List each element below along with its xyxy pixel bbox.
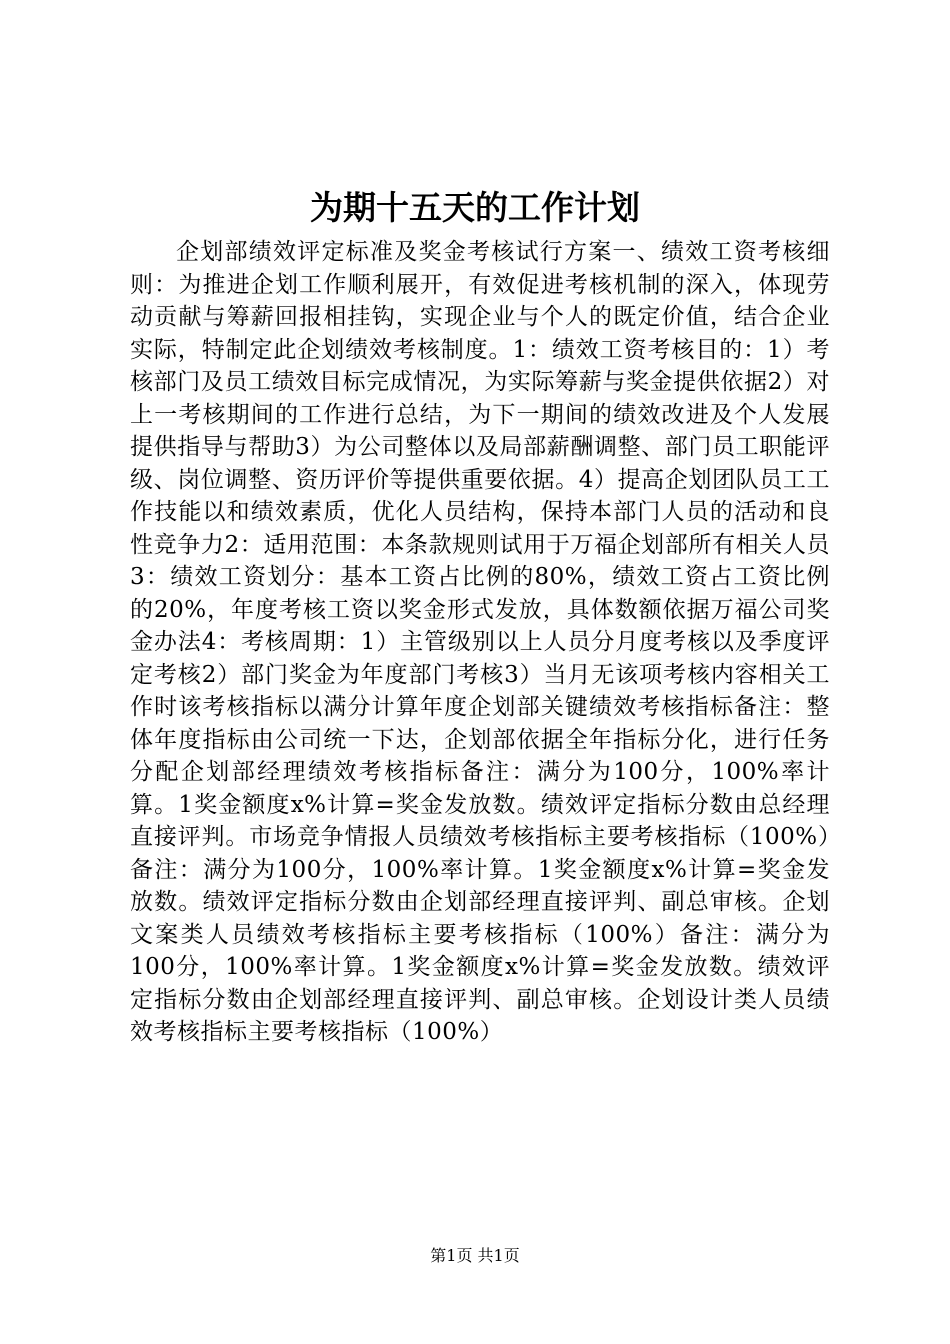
document-body-paragraph: 企划部绩效评定标准及奖金考核试行方案一、绩效工资考核细则：为推进企划工作顺利展开，有效促进考核机制的深入，体现劳动贡献与筹薪回报相挂钩，实现企业与个人的既定价值，结合企业实际，特制定此企划绩效考核制度。1：绩效工资考核目的：1）考核部门及员工绩效目标完成情况，为实际筹薪与奖金提供依据2）对上一考核期间的工作进行总结，为下一期间的绩效改进及个人发展提供指导与帮助3）为公司整体以及局部薪酬调整、部门员工职能评级、岗位调整、资历评价等提供重要依据。4）提高企划团队员工工作技能以和绩效素质，优化人员结构，保持本部门人员的活动和良性竞争力2：适用范围：本条款规则试用于万福企划部所有相关人员3：绩效工资划分：基本工资占比例的80%，绩效工资占工资比例的20%，年度考核工资以奖金形式发放，具体数额依据万福公司奖金办法4：考核周期：1）主管级别以上人员分月度考核以及季度评定考核2）部门奖金为年度部门考核3）当月无该项考核内容相关工作时该考核指标以满分计算年度企划部关键绩效考核指标备注：整体年度指标由公司统一下达，企划部依据全年指标分化，进行任务分配企划部经理绩效考核指标备注：满分为100分，100%率计算。1奖金额度x%计算=奖金发放数。绩效评定指标分数由总经理直接评判。市场竞争情报人员绩效考核指标主要考核指标（100%）备注：满分为100分，100%率计算。1奖金额度x%计算=奖金发放数。绩效评定指标分数由企划部经理直接评判、副总审核。企划文案类人员绩效考核指标主要考核指标（100%）备注：满分为100分，100%率计算。1奖金额度x%计算=奖金发放数。绩效评定指标分数由企划部经理直接评判、副总审核。企划设计类人员绩效考核指标主要考核指标（100%） <box>130 239 830 1045</box>
page-title: 为期十五天的工作计划 <box>310 188 640 227</box>
page-number-footer: 第1页 共1页 <box>430 1246 520 1265</box>
